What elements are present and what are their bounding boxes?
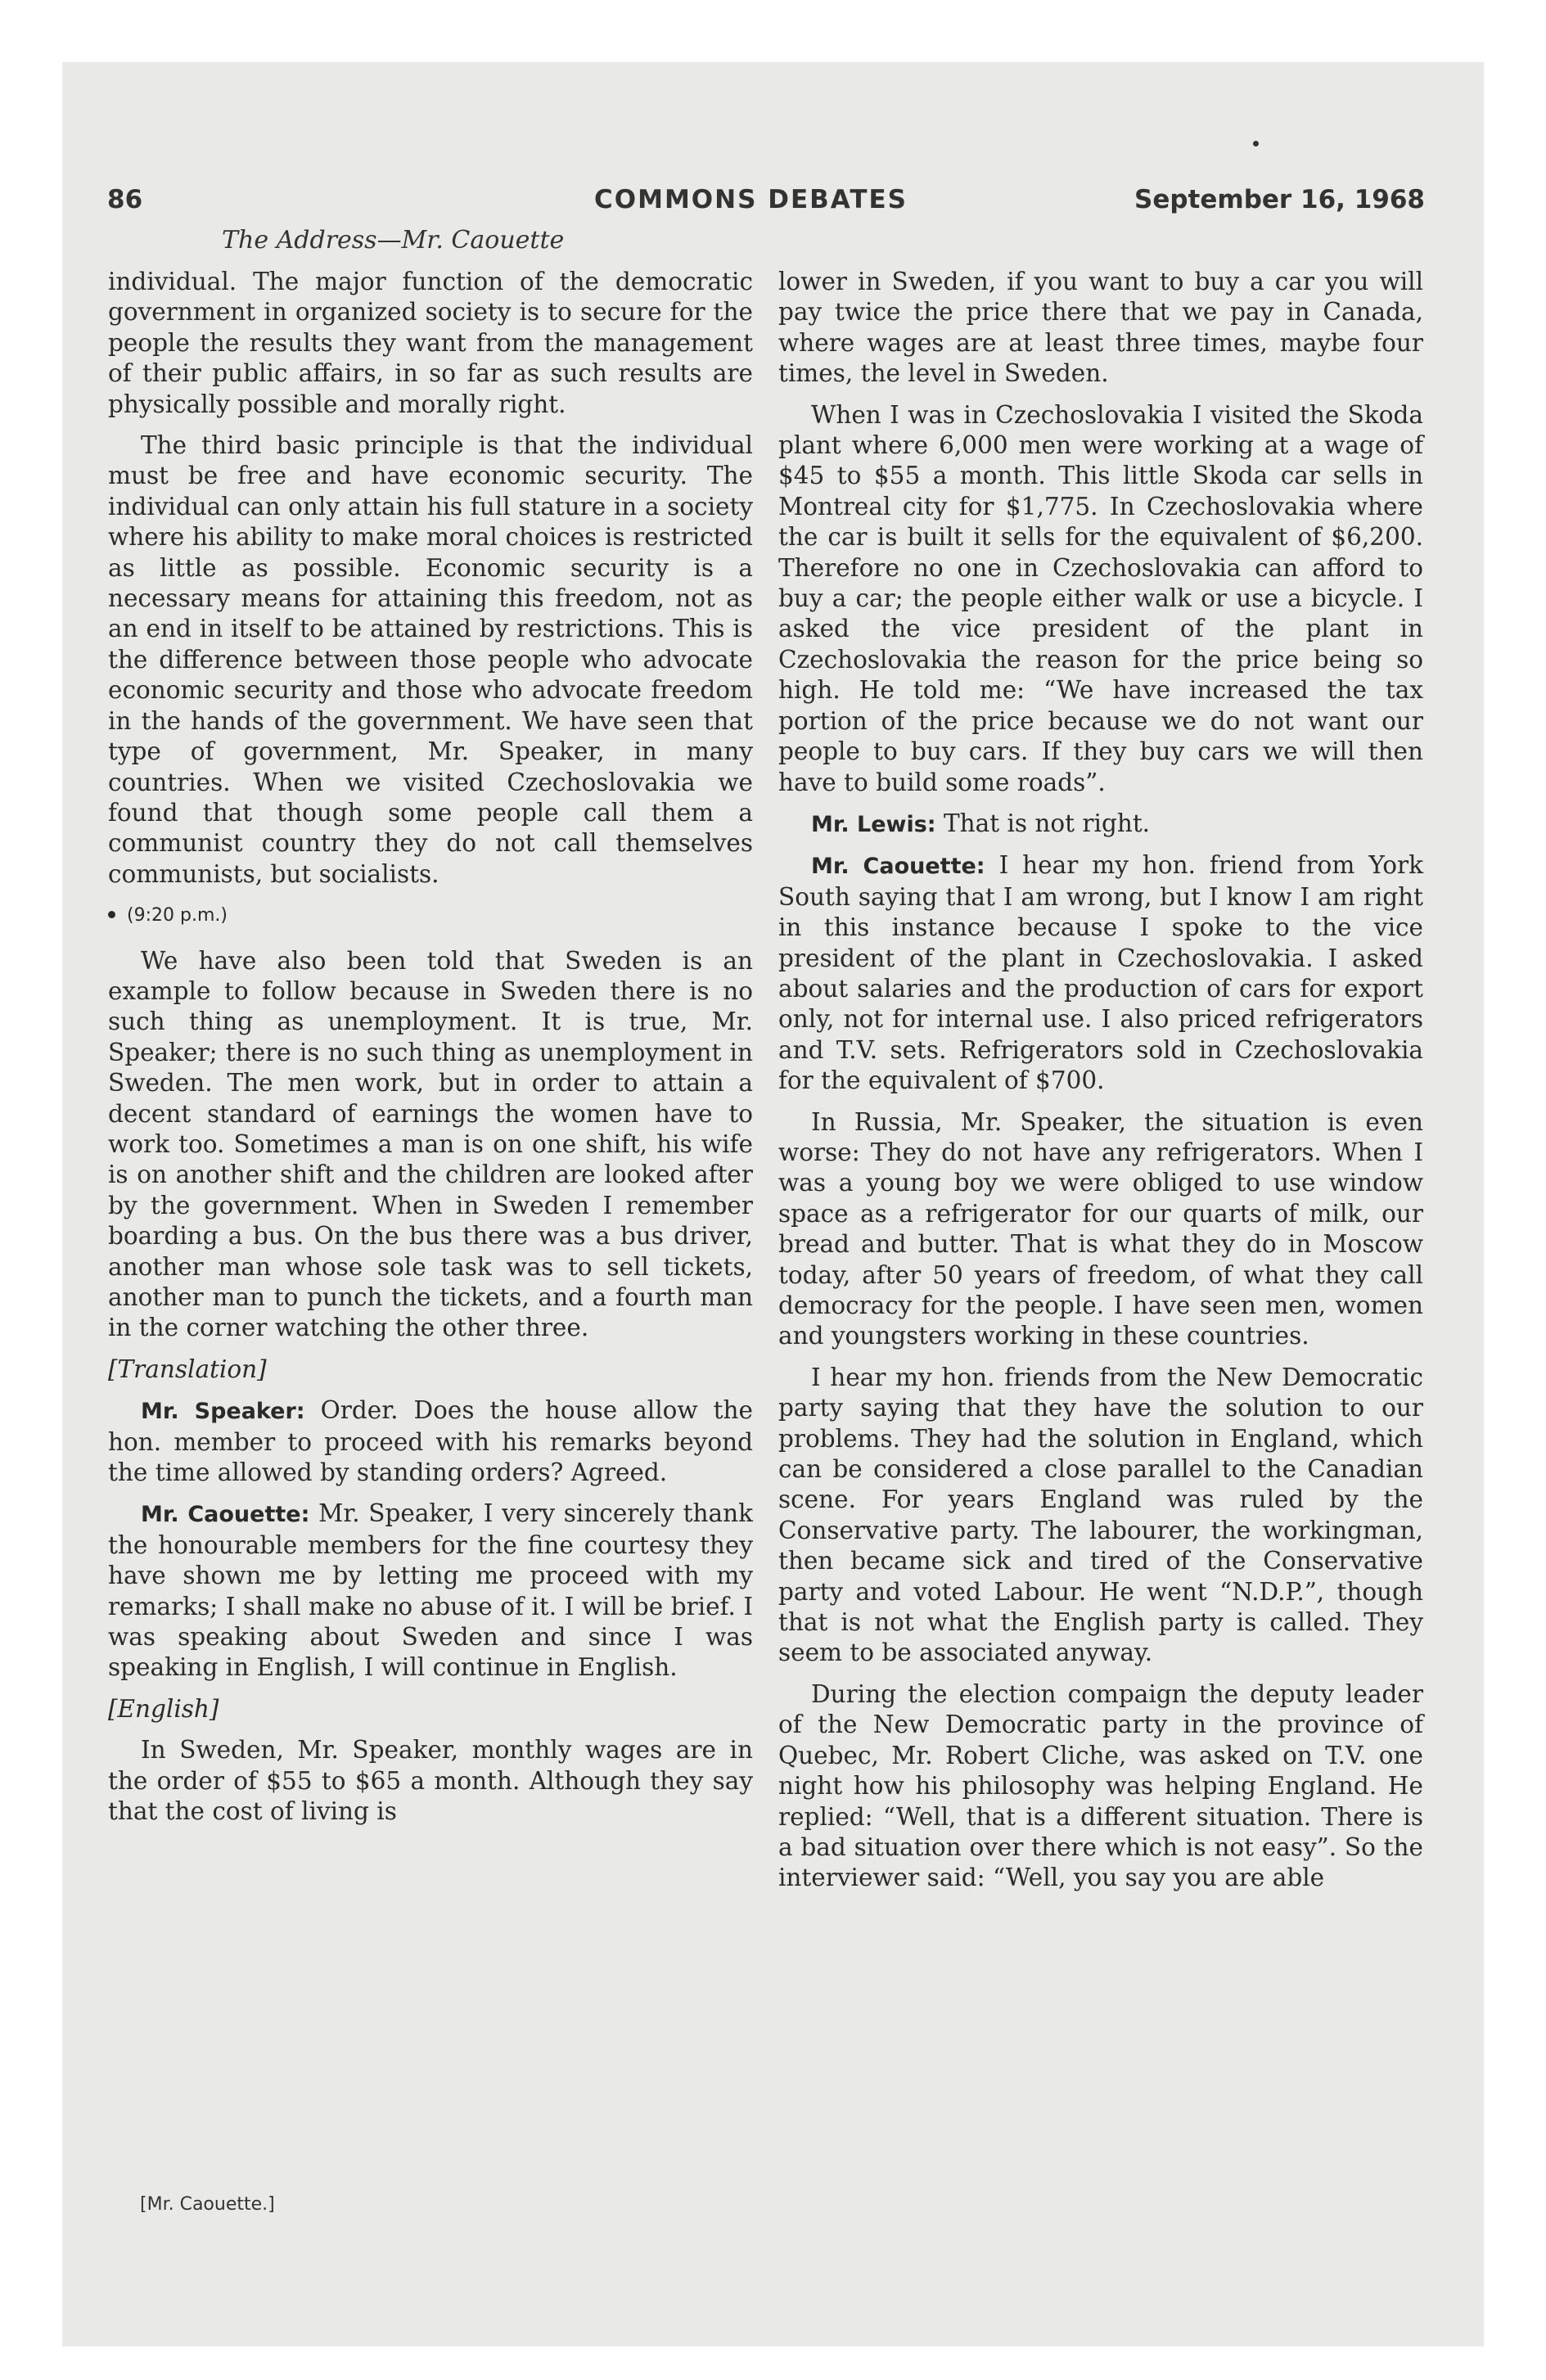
timestamp-text: (9:20 p.m.) [127,905,228,926]
speaker-name: Mr. Lewis: [811,811,936,837]
paragraph [108,1395,753,1488]
section-heading-english: [English] [108,1694,219,1723]
publication-date: September 16, 1968 [1134,185,1425,214]
bullet-icon [108,911,115,918]
speaker-footnote: [Mr. Caouette.] [140,2194,275,2215]
paragraph: lower in Sweden, if you want to buy a car you will pay twice the price there that we pay in Canada, where wages are at least three times, maybe four times, the level in Sweden. [778,268,1423,388]
timestamp [108,900,753,931]
page-number: 86 [107,185,143,214]
page-sheet [62,62,1484,2346]
speech-text: Mr. Speaker, I very sincerely thank the honourable members for the fine courtesy they have shown me by letting me proceed with my remarks; I shall make no abuse of it. I will be brief. I was speaking about Sweden and since I was speaking in English, I will continue in English. [108,1499,753,1682]
speaker-name: Mr. Caouette: [811,854,985,880]
paragraph: The third basic principle is that the individual must be free and have economic security. The individual can only attain his full stature in a society where his ability to make moral choices is restricted as little as possible. Economic security is a necessary means for attaining this freedom, not as an end in itself to be attained by restrictions. This is the difference between those people who advocate economic security and those who advocate freedom in the hands of the government. We have seen that type of government, Mr. Speaker, in many countries. When we visited Czechoslovakia we found that though some people call them a communist country they do not call themselves communists, but socialists. [108,431,753,888]
speaker-name: Mr. Caouette: [141,1502,310,1528]
margin-dot [1253,141,1259,146]
right-column [778,267,1423,1904]
paragraph: In Sweden, Mr. Speaker, monthly wages are in the order of $55 to $65 a month. Although they say that the cost of living is [108,1736,753,1826]
paragraph: We have also been told that Sweden is an example to follow because in Sweden there is no such thing as unemployment. It is true, Mr. Speaker; there is no such thing as unemployment in Sweden. The men work, but in order to attain a decent standard of earnings the women have to work too. Sometimes a man is on one shift, his wife is on another shift and the children are looked after by the government. When in Sweden I remember boarding a bus. On the bus there was a bus driver, another man whose sole task was to sell tickets, another man to punch the tickets, and a fourth man in the corner watching the other three. [108,946,753,1342]
paragraph: individual. The major function of the democratic government in organized society is to secure for the people the results they want from the management of their public affairs, in so far as such results are physically possible and morally right. [108,268,753,418]
speaker-name: Mr. Speaker: [141,1399,305,1425]
left-column [108,267,753,1838]
speech-text: I hear my hon. friend from York South saying that I am wrong, but I know I am right in this instance because I spoke to the vice president of the plant in Czechoslovakia. I asked about salaries and the production of cars for export only, not for internal use. I also priced refrigerators and T.V. sets. Refrigerators sold in Czechoslovakia for the equivalent of $700. [778,851,1423,1095]
paragraph: During the election compaign the deputy leader of the New Democratic party in the province of Quebec, Mr. Robert Cliche, was asked on T.V. one night how his philosophy was helping England. He replied: “Well, that is a different situation. There is a bad situation over there which is not easy”. So the interviewer said: “Well, you say you are able [778,1679,1423,1892]
paragraph: I hear my hon. friends from the New Democratic party saying that they have the solution to our problems. They had the solution in England, which can be considered a close parallel to the Canadian scene. For years England was ruled by the Conservative party. The labourer, the workingman, then became sick and tired of the Conservative party and voted Labour. He went “N.D.P.”, though that is not what the English party is called. They seem to be associated anyway. [778,1363,1423,1667]
paragraph: In Russia, Mr. Speaker, the situation is even worse: They do not have any refrigerators. When I was a young boy we were obliged to use window space as a refrigerator for our quarts of milk, our bread and butter. That is what they do in Moscow today, after 50 years of freedom, of what they call democracy for the people. I have seen men, women and youngsters working in these countries. [778,1107,1423,1350]
speech-text: Order. Does the house allow the hon. member to proceed with his remarks beyond the time allowed by standing orders? Agreed. [108,1396,753,1487]
speech-text: That is not right. [943,809,1151,837]
paragraph [778,850,1423,1096]
section-heading-translation: [Translation] [108,1355,267,1383]
paragraph [108,1499,753,1683]
publication-title: COMMONS DEBATES [594,185,908,214]
paragraph [778,809,1423,840]
paragraph: When I was in Czechoslovakia I visited the Skoda plant where 6,000 men were working at a wage of $45 to $55 a month. This little Skoda car sells in Montreal city for $1,775. In Czechoslovakia where the car is built it sells for the equivalent of $6,200. Therefore no one in Czechoslovakia can afford to buy a car; the people either walk or use a bicycle. I asked the vice president of the plant in Czechoslovakia the reason for the price being so high. He told me: “We have increased the tax portion of the price because we do not want our people to buy cars. If they buy cars we will then have to build some roads”. [778,400,1423,796]
running-subheading: The Address—Mr. Caouette [222,226,565,255]
